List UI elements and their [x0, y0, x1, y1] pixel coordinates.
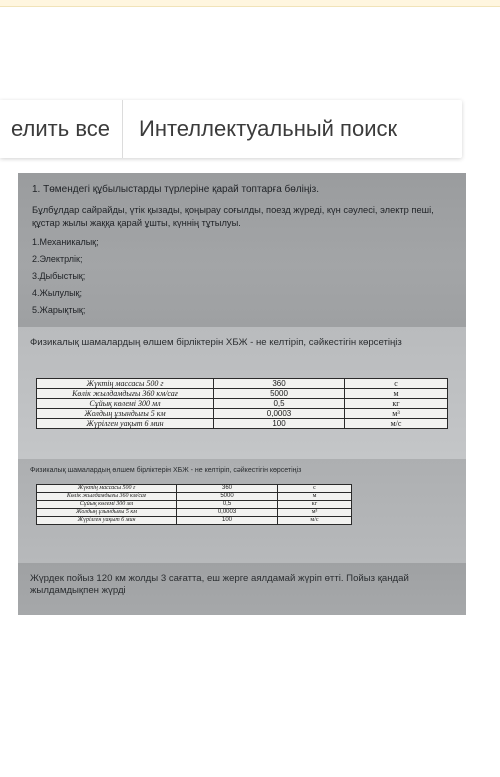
quantity-cell: Жүктің массасы 500 г [37, 485, 177, 493]
value-cell: 0,0003 [177, 509, 278, 517]
option-3: 3.Дыбыстық; [32, 271, 86, 281]
quantity-cell: Жолдың ұзындығы 5 км [37, 409, 214, 419]
table-row [37, 501, 352, 509]
value-cell: 360 [214, 379, 345, 389]
top-notification-bar [0, 0, 500, 7]
option-4: 4.Жылулық; [32, 288, 82, 298]
option-1: 1.Механикалық; [32, 237, 99, 247]
task-4-section [18, 563, 466, 615]
task-3-section [18, 459, 466, 563]
table-row [37, 409, 448, 419]
quantity-cell: Жүктің массасы 500 г [37, 379, 214, 389]
task-2-section [18, 327, 466, 459]
table-row [37, 399, 448, 409]
task-1-body: Бұлбұлдар сайрайды, үтік қызады, қоңырау соғылды, поезд жүреді, күн сәулесі, электр пеші, құстар жылы жаққа қарай ұшты, күннің тұтылуы. [32, 205, 434, 228]
unit-cell: с [278, 485, 352, 493]
value-cell: 0,0003 [214, 409, 345, 419]
value-cell: 100 [177, 517, 278, 525]
table-row [37, 509, 352, 517]
select-all-button[interactable]: елить все [11, 116, 110, 141]
task-1-section [18, 173, 466, 327]
task-3-heading: Физикалық шамалардың өлшем бірліктерін ХБЖ - не келтіріп, сәйкестігін көрсетіңіз [30, 467, 302, 474]
unit-cell: м/с [278, 517, 352, 525]
quantity-cell: Сұйық көлемі 300 мл [37, 501, 177, 509]
value-cell: 360 [177, 485, 278, 493]
unit-cell: с [345, 379, 448, 389]
value-cell: 100 [214, 419, 345, 429]
value-cell: 0,5 [177, 501, 278, 509]
unit-cell: кг [278, 501, 352, 509]
units-table-copy [36, 484, 352, 525]
table-row [37, 517, 352, 525]
unit-cell: м [278, 493, 352, 501]
task-1-question: 1. Төмендегі құбылыстарды түрлеріне қарай топтарға бөліңіз. [32, 184, 320, 195]
units-table [36, 378, 448, 429]
unit-cell: м [345, 389, 448, 399]
quantity-cell: Сұйық көлемі 300 мл [37, 399, 214, 409]
quantity-cell: Жолдың ұзындығы 5 км [37, 509, 177, 517]
table-row [37, 485, 352, 493]
table-row [37, 419, 448, 429]
selection-toolbar [0, 100, 462, 158]
smart-search-button[interactable]: Интеллектуальный поиск [139, 116, 398, 141]
option-5: 5.Жарықтық; [32, 305, 86, 315]
task-4-text: Жүрдек пойыз 120 км жолды 3 сағатта, еш жерге аялдамай жүріп өтті. Пойыз қандай жылдамдықпен жүрді [30, 573, 409, 596]
table-row [37, 389, 448, 399]
value-cell: 0,5 [214, 399, 345, 409]
quantity-cell: Жүрілген уақыт 6 мин [37, 517, 177, 525]
quantity-cell: Көлік жылдамдығы 360 км/сағ [37, 389, 214, 399]
unit-cell: кг [345, 399, 448, 409]
value-cell: 5000 [214, 389, 345, 399]
unit-cell: м³ [278, 509, 352, 517]
unit-cell: м³ [345, 409, 448, 419]
worksheet-photo [18, 173, 466, 615]
quantity-cell: Көлік жылдамдығы 360 км/сағ [37, 493, 177, 501]
table-row [37, 379, 448, 389]
quantity-cell: Жүрілген уақыт 6 мин [37, 419, 214, 429]
value-cell: 5000 [177, 493, 278, 501]
unit-cell: м/с [345, 419, 448, 429]
option-2: 2.Электрлік; [32, 254, 83, 264]
table-row [37, 493, 352, 501]
task-2-heading: Физикалық шамалардың өлшем бірліктерін ХБЖ - не келтіріп, сәйкестігін көрсетіңіз [30, 337, 402, 348]
